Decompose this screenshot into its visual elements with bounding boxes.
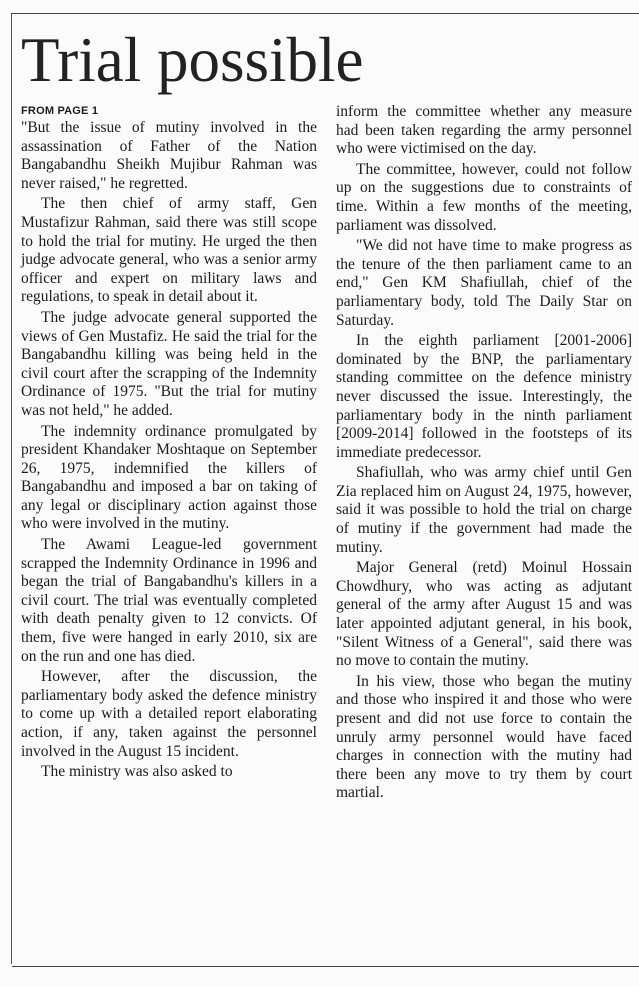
- paragraph: The Awami League-led government scrapped the Indemnity Ordinance in 1996 and began the trial of Bangabandhu's killers in a civil court. The trial was eventually completed with death penalty given to 12 convicts. Of them, five were hanged in early 2010, six are on the run and one has died.: [21, 536, 317, 665]
- paragraph: However, after the discussion, the parliamentary body asked the defence ministry to come up with a detailed report elaborating action, if any, taken against the personnel involved in the August 15 incident.: [21, 668, 317, 760]
- headline: Trial possible: [21, 25, 364, 95]
- paragraph: In the eighth parliament [2001-2006] dominated by the BNP, the parliamentary standing committee on the defence ministry never discussed the issue. Interestingly, the parliamentary body in the ninth parliament [2009-2014] followed in the footsteps of its immediate predecessor.: [336, 332, 632, 461]
- top-rule: [12, 13, 639, 14]
- left-column-rule: [11, 13, 12, 964]
- paragraph: Shafiullah, who was army chief until Gen Zia replaced him on August 24, 1975, however, said it was possible to hold the trial on charge of mutiny if the government had made the mutiny.: [336, 464, 632, 556]
- paragraph: "We did not have time to make progress as the tenure of the then parliament came to an end," Gen KM Shafiullah, chief of the parliamentary body, told The Daily Star on Saturday.: [336, 237, 632, 329]
- paragraph: The committee, however, could not follow up on the suggestions due to constraints of time. Within a few months of the meeting, parliament was dissolved.: [336, 160, 632, 234]
- paragraph: inform the committee whether any measure had been taken regarding the army personnel who were victimised on the day.: [336, 103, 632, 158]
- article-column-left: [21, 105, 317, 784]
- source-tag: FROM PAGE 1: [21, 105, 99, 117]
- paragraph: "But the issue of mutiny involved in the assassination of Father of the Nation Bangabandhu Sheikh Mujibur Rahman was never raised," he regretted.: [21, 119, 317, 192]
- paragraph: The then chief of army staff, Gen Mustafizur Rahman, said there was still scope to hold the trial for mutiny. He urged the then judge advocate general, who was a senior army officer and expert on military laws and regulations, to speak in detail about it.: [21, 195, 317, 306]
- bottom-rule: [12, 966, 639, 967]
- paragraph: Major General (retd) Moinul Hossain Chowdhury, who was acting as adjutant general of the army after August 15 and was later appointed adjutant general, in his book, "Silent Witness of a General", said there was no move to contain the mutiny.: [336, 559, 632, 670]
- paragraph: The ministry was also asked to: [41, 763, 233, 781]
- article-column-right: [336, 103, 632, 805]
- paragraph: In his view, those who began the mutiny and those who inspired it and those who were present and did not use force to contain the unruly army personnel would have faced charges in connection with the mutiny had there been any move to try them by court martial.: [336, 672, 632, 802]
- paragraph: The indemnity ordinance promulgated by president Khandaker Moshtaque on September 26, 1975, indemnified the killers of Bangabandhu and imposed a bar on taking of any legal or disciplinary action against those who were involved in the mutiny.: [21, 422, 317, 533]
- paragraph: The judge advocate general supported the views of Gen Mustafiz. He said the trial for the Bangabandhu killing was being held in the civil court after the scrapping of the Indemnity Ordinance of 1975. "But the trial for mutiny was not held," he added.: [21, 308, 317, 419]
